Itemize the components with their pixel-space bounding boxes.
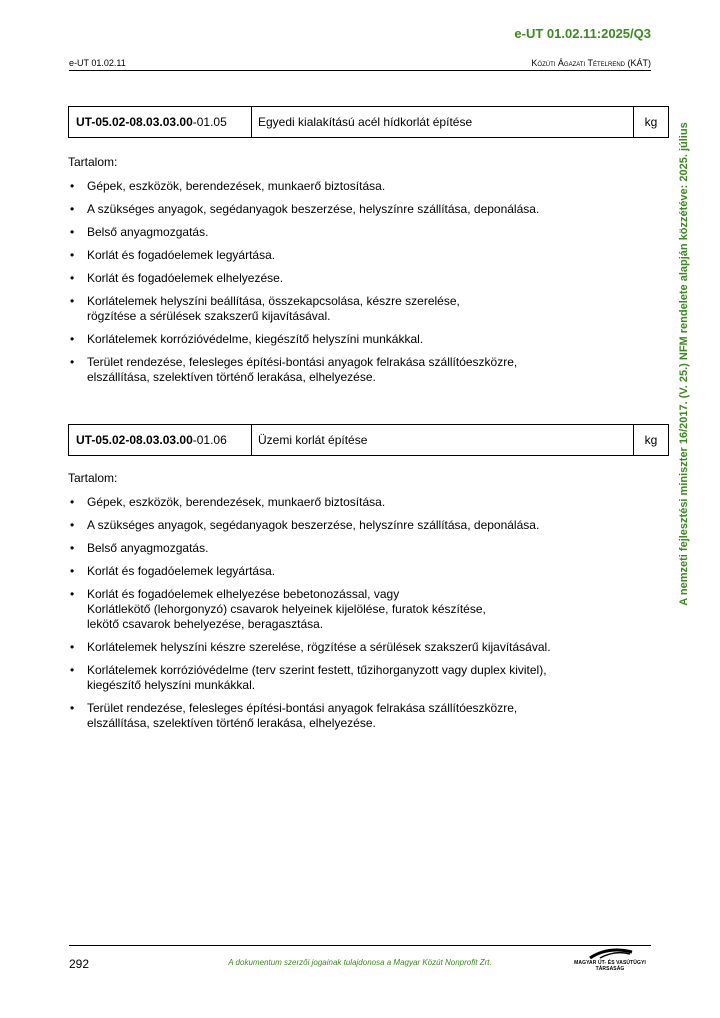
bullet-icon: •: [70, 701, 75, 715]
bullet-icon: •: [70, 495, 75, 509]
list-item-text: A szükséges anyagok, segédanyagok beszerzése, helyszínre szállítása, deponálása.: [87, 518, 540, 532]
header-divider: [69, 70, 651, 71]
list-item: [68, 179, 608, 194]
doc-code: e-UT 01.02.11:2025/Q3: [514, 26, 651, 41]
item-code-main: UT-05.02-08.03.03.00: [76, 115, 193, 129]
list-item: [68, 495, 608, 510]
bullet-list-1: [68, 179, 608, 393]
list-item-text: Korlátelemek korrózióvédelme (terv szerint festett, tűzihorganyzott vagy duplex kivitel), kiegészítő helyszíni munkákkal.: [87, 663, 547, 692]
copyright-note: A dokumentum szerzői jogainak tulajdonosa a Magyar Közút Nonprofit Zrt.: [228, 958, 492, 967]
bullet-icon: •: [70, 663, 75, 677]
list-item: [68, 294, 608, 324]
list-item-text: Gépek, eszközök, berendezések, munkaerő biztosítása.: [87, 179, 386, 193]
item-table-1: [68, 106, 669, 138]
header-right: [531, 58, 651, 68]
header-left: e-UT 01.02.11: [69, 58, 126, 68]
list-item: [68, 225, 608, 240]
list-item-text: Korlát és fogadóelemek elhelyezése.: [87, 271, 284, 285]
list-item: [68, 564, 608, 579]
contents-label-2: Tartalom:: [68, 471, 118, 485]
list-item-text: Korlátelemek helyszíni beállítása, összekapcsolása, készre szerelése, rögzítése a sérülések szakszerű kijavításával.: [87, 294, 460, 323]
bullet-icon: •: [70, 541, 75, 555]
road-arc-icon: [560, 944, 660, 960]
item-code: [69, 425, 252, 455]
bullet-icon: •: [70, 518, 75, 532]
bullet-icon: •: [70, 640, 75, 654]
bullet-icon: •: [70, 225, 75, 239]
bullet-icon: •: [70, 355, 75, 369]
bullet-icon: •: [70, 332, 75, 346]
item-code-suffix: -01.06: [192, 433, 227, 447]
bullet-icon: •: [70, 294, 75, 308]
item-title: Üzemi korlát építése: [258, 433, 368, 447]
list-item: [68, 202, 608, 217]
item-table-2: [68, 424, 669, 456]
item-unit: kg: [633, 107, 668, 137]
bullet-icon: •: [70, 587, 75, 601]
item-code: [69, 107, 252, 137]
list-item-text: Terület rendezése, felesleges építési-bontási anyagok felrakása szállítóeszközre, elszállítása, szelektíven történő lerakása, elhelyezése.: [87, 355, 518, 384]
side-note-text: A nemzeti fejlesztési miniszter 16/2017. (V. 25.) NFM rendelete alapján közzétéve: 2025. július: [678, 122, 690, 606]
bullet-icon: •: [70, 179, 75, 193]
list-item: [68, 587, 608, 632]
bullet-icon: •: [70, 271, 75, 285]
list-item-text: Korlátelemek helyszíni készre szerelése, rögzítése a sérülések szakszerű kijavításával.: [87, 640, 551, 654]
list-item: [68, 701, 608, 731]
list-item: [68, 248, 608, 263]
list-item: [68, 541, 608, 556]
list-item-text: Gépek, eszközök, berendezések, munkaerő biztosítása.: [87, 495, 386, 509]
list-item-text: Belső anyagmozgatás.: [87, 541, 209, 555]
list-item: [68, 355, 608, 385]
list-item-text: Korlát és fogadóelemek legyártása.: [87, 564, 276, 578]
list-item-text: Korlát és fogadóelemek legyártása.: [87, 248, 276, 262]
bullet-icon: •: [70, 202, 75, 216]
bullet-list-2: [68, 495, 608, 739]
list-item: [68, 332, 608, 347]
list-item: [68, 663, 608, 693]
bullet-icon: •: [70, 564, 75, 578]
list-item: [68, 640, 608, 655]
item-code-suffix: -01.05: [192, 115, 227, 129]
item-title: Egyedi kialakítású acél hídkorlát építése: [258, 115, 473, 129]
item-unit: kg: [633, 425, 668, 455]
list-item-text: Terület rendezése, felesleges építési-bontási anyagok felrakása szállítóeszközre, elszállítása, szelektíven történő lerakása, elhelyezése.: [87, 701, 518, 730]
list-item: [68, 271, 608, 286]
list-item: [68, 518, 608, 533]
list-item-text: Belső anyagmozgatás.: [87, 225, 209, 239]
bullet-icon: •: [70, 248, 75, 262]
side-note: [672, 96, 696, 632]
list-item-text: Korlátelemek korrózióvédelme, kiegészítő helyszíni munkákkal.: [87, 332, 424, 346]
logo-text: MAGYAR ÚT- ÉS VASÚTÜGYI TÁRSASÁG: [574, 960, 646, 972]
contents-label-1: Tartalom:: [68, 155, 118, 169]
page-number: 292: [69, 957, 90, 971]
list-item-text: Korlát és fogadóelemek elhelyezése bebetonozással, vagy Korlátlekötő (lehorgonyzó) csavarok helyeinek kijelölése, furatok készítése, lekötő csavarok behelyezése, beragasztása.: [87, 587, 486, 631]
list-item-text: A szükséges anyagok, segédanyagok beszerzése, helyszínre szállítása, deponálása.: [87, 202, 540, 216]
header-right-text: Közúti Ágazati Tételrend (KÁT): [531, 58, 651, 68]
item-code-main: UT-05.02-08.03.03.00: [76, 433, 193, 447]
publisher-logo: [560, 944, 660, 970]
